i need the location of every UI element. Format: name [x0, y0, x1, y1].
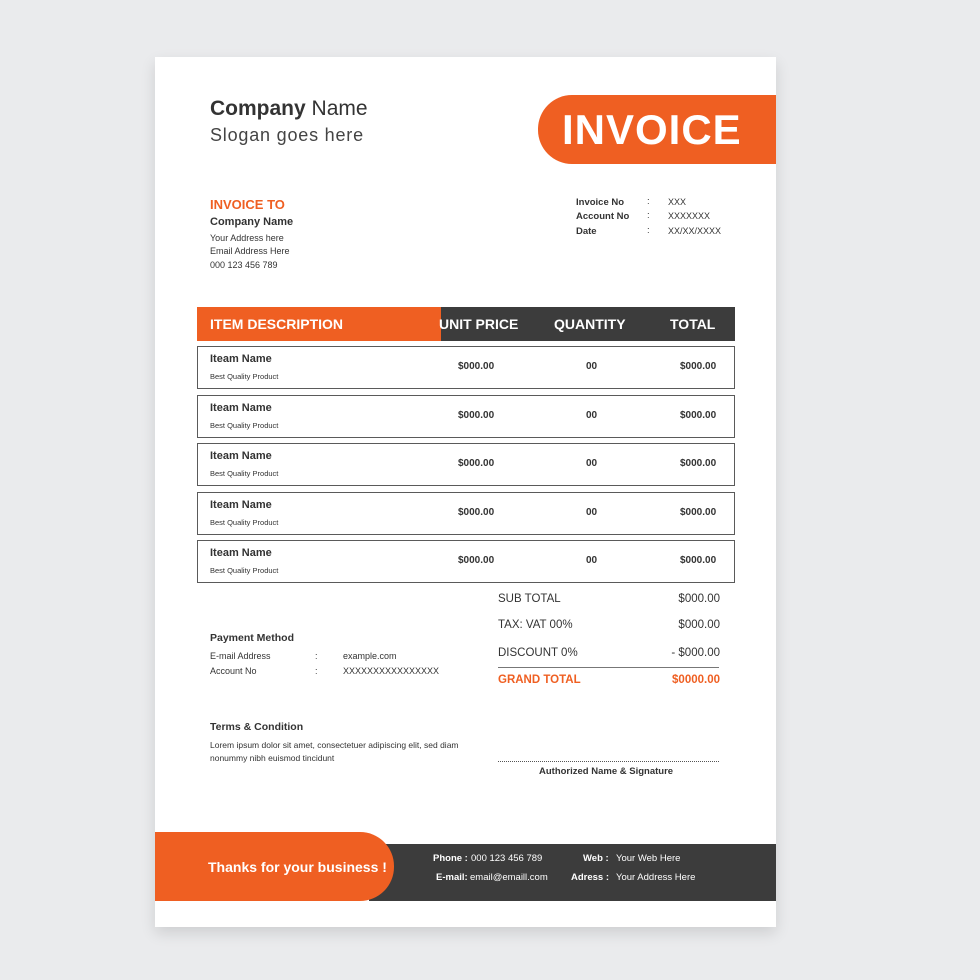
item-name: Iteam Name: [210, 450, 272, 462]
table-row: [197, 492, 735, 535]
company-name: [210, 97, 368, 121]
item-name: Iteam Name: [210, 547, 272, 559]
table-row: [197, 346, 735, 389]
tax-label: TAX: VAT 00%: [498, 619, 573, 631]
payment-account-value: XXXXXXXXXXXXXXXX: [343, 666, 440, 676]
meta-colon: :: [647, 225, 650, 236]
signature-caption: Authorized Name & Signature: [539, 766, 674, 777]
grand-total-label: GRAND TOTAL: [498, 674, 581, 686]
item-name: Iteam Name: [210, 402, 272, 414]
footer-thanks-badge: [155, 832, 394, 901]
subtotal-label: SUB TOTAL: [498, 593, 561, 605]
footer-web-value: Your Web Here: [616, 853, 681, 864]
tax-value: $000.00: [678, 619, 720, 631]
meta-value-account-no: XXXXXXX: [668, 211, 711, 221]
item-total: $000.00: [680, 458, 717, 469]
item-quantity: 00: [586, 507, 598, 518]
header-quantity: QUANTITY: [554, 316, 626, 332]
item-unit-price: $000.00: [458, 555, 495, 566]
payment-email-label: E-mail Address: [210, 651, 271, 661]
table-row: [197, 395, 735, 438]
footer-address-value: Your Address Here: [616, 872, 696, 883]
header-item-description: ITEM DESCRIPTION: [197, 307, 441, 341]
company-name-bold: Company: [210, 97, 306, 120]
discount-value: - $000.00: [671, 647, 720, 659]
totals-divider: [498, 667, 719, 668]
meta-label-date: Date: [576, 226, 597, 237]
footer-thanks-text: Thanks for your business !: [208, 858, 387, 875]
item-quantity: 00: [586, 410, 598, 421]
item-quantity: 00: [586, 458, 598, 469]
meta-value-invoice-no: XXX: [668, 197, 687, 207]
discount-label: DISCOUNT 0%: [498, 647, 578, 659]
bill-to-phone: 000 123 456 789: [210, 260, 278, 270]
item-unit-price: $000.00: [458, 458, 495, 469]
meta-colon: :: [647, 210, 650, 221]
item-unit-price: $000.00: [458, 507, 495, 518]
terms-line: Lorem ipsum dolor sit amet, consectetuer adipiscing elit, sed diam: [210, 740, 459, 750]
bill-to-address: Your Address here: [210, 233, 284, 243]
item-total: $000.00: [680, 361, 717, 372]
invoice-page: [155, 57, 776, 927]
invoice-title-badge: [538, 95, 776, 164]
footer-contact-bar: [369, 844, 776, 901]
payment-separator: :: [315, 666, 318, 676]
item-quantity: 00: [586, 555, 598, 566]
payment-method-heading: Payment Method: [210, 632, 295, 644]
item-detail: Best Quality Product: [210, 372, 279, 381]
table-row: [197, 443, 735, 486]
company-slogan: Slogan goes here: [210, 125, 364, 145]
invoice-to-heading: INVOICE TO: [210, 197, 285, 212]
footer-phone-value: 000 123 456 789: [471, 853, 543, 864]
item-unit-price: $000.00: [458, 361, 495, 372]
terms-line: nonummy nibh euismod tincidunt: [210, 753, 335, 763]
meta-value-date: XX/XX/XXXX: [668, 226, 722, 236]
item-name: Iteam Name: [210, 353, 272, 365]
footer-email-label: E-mail:: [436, 872, 468, 883]
meta-colon: :: [647, 196, 650, 207]
item-detail: Best Quality Product: [210, 566, 279, 575]
item-unit-price: $000.00: [458, 410, 495, 421]
terms-body: [210, 739, 459, 765]
bill-to-company: Company Name: [210, 216, 294, 228]
footer-address-label: Adress :: [571, 872, 610, 883]
terms-heading: Terms & Condition: [210, 721, 304, 733]
footer-phone-label: Phone :: [433, 853, 468, 864]
grand-total-value: $0000.00: [672, 674, 720, 686]
items-table-header: [197, 307, 735, 341]
table-row: [197, 540, 735, 583]
header-total: TOTAL: [670, 316, 716, 332]
subtotal-value: $000.00: [678, 593, 720, 605]
item-total: $000.00: [680, 507, 717, 518]
item-detail: Best Quality Product: [210, 469, 279, 478]
payment-email-value: example.com: [343, 651, 397, 661]
meta-label-account-no: Account No: [576, 211, 630, 222]
footer-web-label: Web :: [583, 853, 609, 864]
invoice-title: INVOICE: [562, 105, 742, 153]
item-name: Iteam Name: [210, 499, 272, 511]
company-name-rest: Name: [305, 97, 368, 120]
meta-label-invoice-no: Invoice No: [576, 197, 625, 208]
item-detail: Best Quality Product: [210, 518, 279, 527]
item-detail: Best Quality Product: [210, 421, 279, 430]
signature-line: [498, 761, 719, 762]
item-total: $000.00: [680, 410, 717, 421]
header-unit-price: UNIT PRICE: [439, 316, 519, 332]
bill-to-email: Email Address Here: [210, 246, 290, 256]
item-quantity: 00: [586, 361, 598, 372]
footer-email-value: email@emaill.com: [470, 872, 548, 883]
item-total: $000.00: [680, 555, 717, 566]
payment-account-label: Account No: [210, 666, 257, 676]
payment-separator: :: [315, 651, 318, 661]
